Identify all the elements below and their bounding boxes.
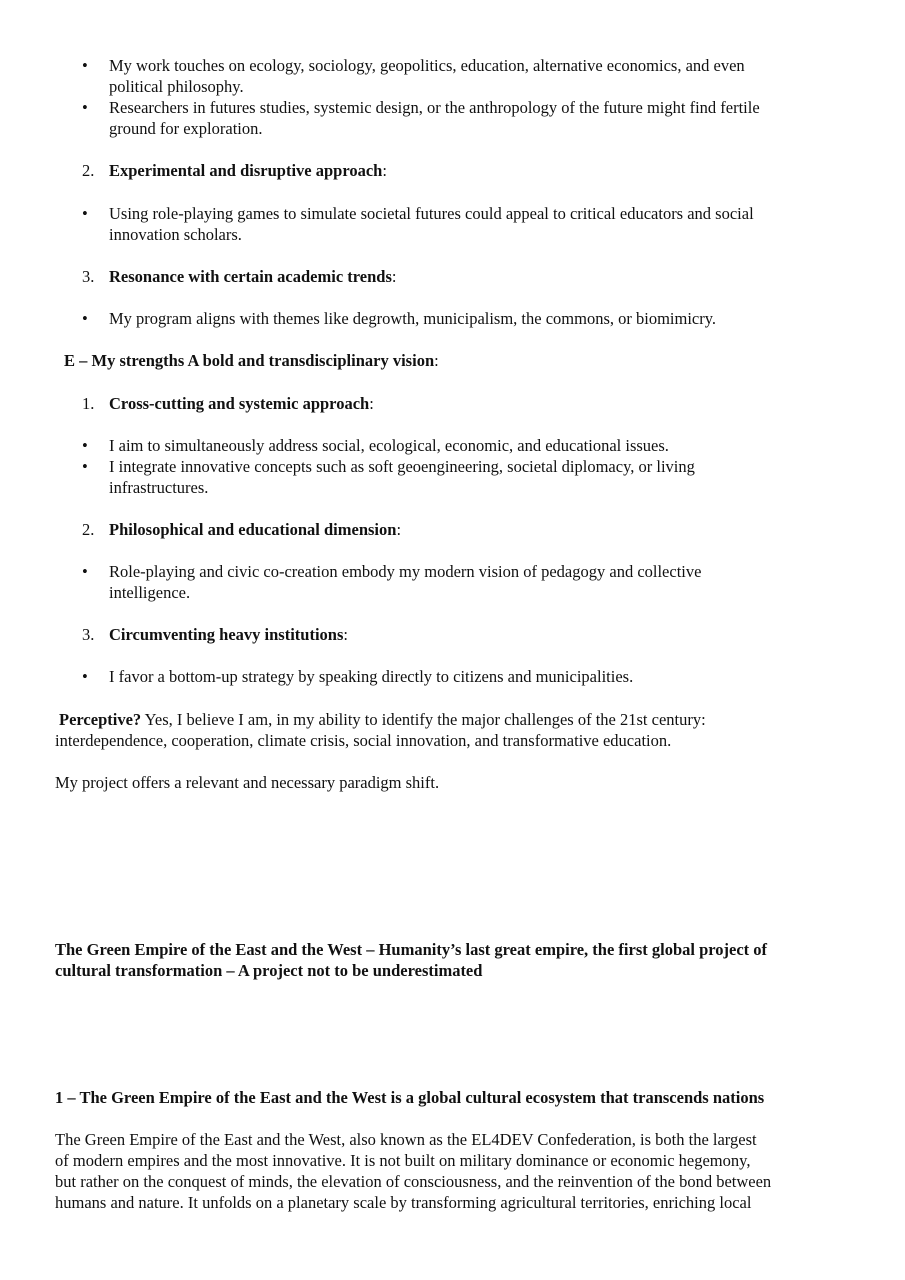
bullet-icon: • <box>82 98 88 117</box>
bullet-icon: • <box>82 562 88 581</box>
list-heading <box>109 624 348 645</box>
list-number: 2. <box>82 161 95 180</box>
list-heading <box>109 519 401 540</box>
text-line: I aim to simultaneously address social, ecological, economic, and educational issues. <box>109 436 669 455</box>
text-line: interdependence, cooperation, climate crisis, social innovation, and transformative education. <box>55 731 672 750</box>
bullet-icon: • <box>82 436 88 455</box>
list-number: 1. <box>82 394 95 413</box>
text-line: ground for exploration. <box>109 119 263 138</box>
list-heading-title: Circumventing heavy institutions <box>109 625 344 644</box>
bullet-icon: • <box>82 457 88 476</box>
list-heading-title: Cross-cutting and systemic approach <box>109 394 370 413</box>
list-heading-suffix: : <box>343 625 348 644</box>
bullet-icon: • <box>82 667 88 686</box>
list-heading-title: Resonance with certain academic trends <box>109 267 392 286</box>
text-line: My program aligns with themes like degrowth, municipalism, the commons, or biomimicry. <box>109 309 717 328</box>
text-line: I integrate innovative concepts such as soft geoengineering, societal diplomacy, or living <box>109 457 695 476</box>
list-heading <box>109 160 387 181</box>
section-heading <box>64 350 439 371</box>
section-heading: 1 – The Green Empire of the East and the West is a global cultural ecosystem that transcends nations <box>55 1088 765 1107</box>
list-heading-suffix: : <box>382 161 387 180</box>
bullet-icon: • <box>82 56 88 75</box>
body-text-line: of modern empires and the most innovative. It is not built on military dominance or economic hegemony, <box>55 1151 751 1170</box>
list-number: 3. <box>82 267 95 286</box>
text-line: My project offers a relevant and necessary paradigm shift. <box>55 773 440 792</box>
body-text-line: The Green Empire of the East and the West, also known as the EL4DEV Confederation, is both the largest <box>55 1130 757 1149</box>
list-heading-suffix: : <box>369 394 374 413</box>
perceptive-lead: Perceptive? <box>59 710 142 729</box>
section-heading-title: E – My strengths A bold and transdisciplinary vision <box>64 351 435 370</box>
text-line: Using role-playing games to simulate societal futures could appeal to critical educators and social <box>109 204 754 223</box>
text-line: My work touches on ecology, sociology, geopolitics, education, alternative economics, and even <box>109 56 745 75</box>
text-line: infrastructures. <box>109 478 209 497</box>
bullet-icon: • <box>82 309 88 328</box>
perceptive-paragraph-line <box>59 709 706 730</box>
list-heading-title: Experimental and disruptive approach <box>109 161 383 180</box>
perceptive-text: Yes, I believe I am, in my ability to identify the major challenges of the 21st century: <box>141 710 706 729</box>
text-line: Role-playing and civic co-creation embody my modern vision of pedagogy and collective <box>109 562 702 581</box>
list-number: 2. <box>82 520 95 539</box>
body-text-line: humans and nature. It unfolds on a planetary scale by transforming agricultural territories, enriching local <box>55 1193 752 1212</box>
list-heading-title: Philosophical and educational dimension <box>109 520 397 539</box>
list-heading <box>109 266 397 287</box>
text-line: I favor a bottom-up strategy by speaking directly to citizens and municipalities. <box>109 667 634 686</box>
list-heading-suffix: : <box>391 267 397 286</box>
document-title-line: The Green Empire of the East and the West – Humanity’s last great empire, the first global project of <box>55 940 768 959</box>
text-line: Researchers in futures studies, systemic design, or the anthropology of the future might find fertile <box>109 98 760 117</box>
body-text-line: but rather on the conquest of minds, the elevation of consciousness, and the reinvention of the bond between <box>55 1172 772 1191</box>
text-line: political philosophy. <box>109 77 244 96</box>
section-heading-suffix: : <box>434 351 439 370</box>
text-line: intelligence. <box>109 583 191 602</box>
document-title-line: cultural transformation – A project not to be underestimated <box>55 961 483 980</box>
bullet-icon: • <box>82 204 88 223</box>
text-line: innovation scholars. <box>109 225 242 244</box>
list-number: 3. <box>82 625 95 644</box>
list-heading <box>109 393 374 414</box>
list-heading-suffix: : <box>396 520 402 539</box>
